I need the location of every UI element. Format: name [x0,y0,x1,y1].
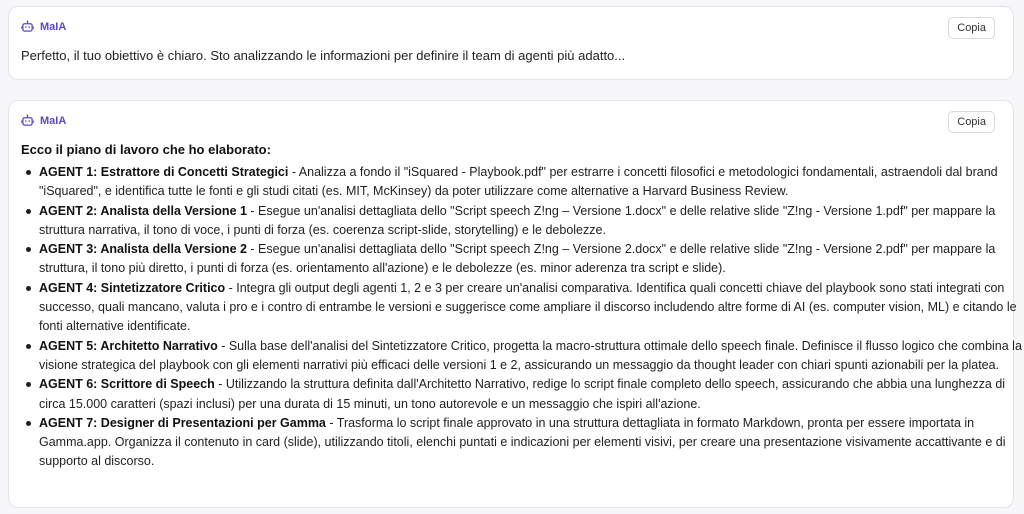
agent-title: AGENT 4: Sintetizzatore Critico [39,280,226,295]
agent-description: - Integra gli output degli agenti 1, 2 e 3 per creare un'analisi comparativa. Identifica quali concetti chiave del playbook sono stati integrati con successo, quali mancano, valuta i pro e i contro di entrambe le versioni e suggerisce come ampliare il discorso includendo altre forme di AI (es. computer vision, ML) e citando le fonti alternative identificate. [39,280,1017,334]
agent-title: AGENT 2: Analista della Versione 1 [39,203,247,218]
message-header [21,114,66,127]
agent-description: - Sulla base dell'analisi del Sintetizzatore Critico, progetta la macro-struttura ottimale dello speech finale. Definisce il flusso logico che combina la visione strategica del playbook con gli elementi narrativi più efficaci delle versioni 1 e 2, assicurando un messaggio da thought leader con chiari spunti azionabili per la platea. [39,338,1022,372]
list-item [39,375,1024,414]
sender-name: MaIA [40,20,67,33]
list-item [39,240,1024,279]
agent-title: AGENT 3: Analista della Versione 2 [39,242,247,257]
plan-intro: Ecco il piano di lavoro che ho elaborato: [21,142,271,157]
message-header [21,20,66,33]
agent-description: - Trasforma lo script finale approvato in una struttura dettagliata in formato Markdown, pronta per essere importata in Gamma.app. Organizza il contenuto in card (slide), utilizzando titoli, elenchi puntati e indicazioni per elementi visivi, per creare una presentazione visivamente accattivante e di supporto al discorso. [39,415,1006,469]
robot-icon [21,20,34,33]
message-card-1 [8,6,1014,80]
message-card-2 [8,100,1022,508]
agent-title: AGENT 5: Architetto Narrativo [39,338,218,353]
agent-title: AGENT 1: Estrattore di Concetti Strategici [39,165,289,179]
list-item [39,414,1024,472]
list-item [39,337,1024,376]
list-item [39,163,1024,202]
copy-button[interactable]: Copia [948,111,995,133]
agent-description: - Esegue un'analisi dettagliata dello "Script speech Z!ng – Versione 2.docx" e delle relative slide "Z!ng - Versione 2.pdf" per mappare la struttura, il tono più diretto, i punti di forza (es. orientamento all'azione) e le debolezze (es. minor aderenza tra script e slide). [39,242,996,276]
message-text: Perfetto, il tuo obiettivo è chiaro. Sto analizzando le informazioni per definire il team di agenti più adatto... [21,48,626,63]
list-item [39,202,1024,241]
agent-list [17,163,1024,472]
agent-title: AGENT 6: Scrittore di Speech [39,377,215,392]
agent-description: - Utilizzando la struttura definita dall'Architetto Narrativo, redige lo script finale completo dello speech, assicurando che abbia una lunghezza di circa 15.000 caratteri (spazi inclusi) per una durata di 15 minuti, un tono autorevole e un messaggio che ispiri all'azione. [39,377,1006,411]
agent-description: - Analizza a fondo il "iSquared - Playbook.pdf" per estrarre i concetti filosofici e metodologici fondamentali, astraendoli dal brand "iSquared", e identifica tutte le fonti e gli studi citati (es. MIT, McKinsey) da poter utilizzare come alternative a Harvard Business Review. [39,165,998,199]
sender-name: MaIA [40,114,67,127]
agent-description: - Esegue un'analisi dettagliata dello "Script speech Z!ng – Versione 1.docx" e delle relative slide "Z!ng - Versione 1.pdf" per mappare la struttura narrativa, il tono di voce, i punti di forza (es. coerenza script-slide, storytelling) e le debolezze. [39,203,996,237]
robot-icon [21,114,34,127]
list-item [39,279,1024,337]
copy-button[interactable]: Copia [948,17,995,39]
agent-title: AGENT 7: Designer di Presentazioni per Gamma [39,415,326,430]
